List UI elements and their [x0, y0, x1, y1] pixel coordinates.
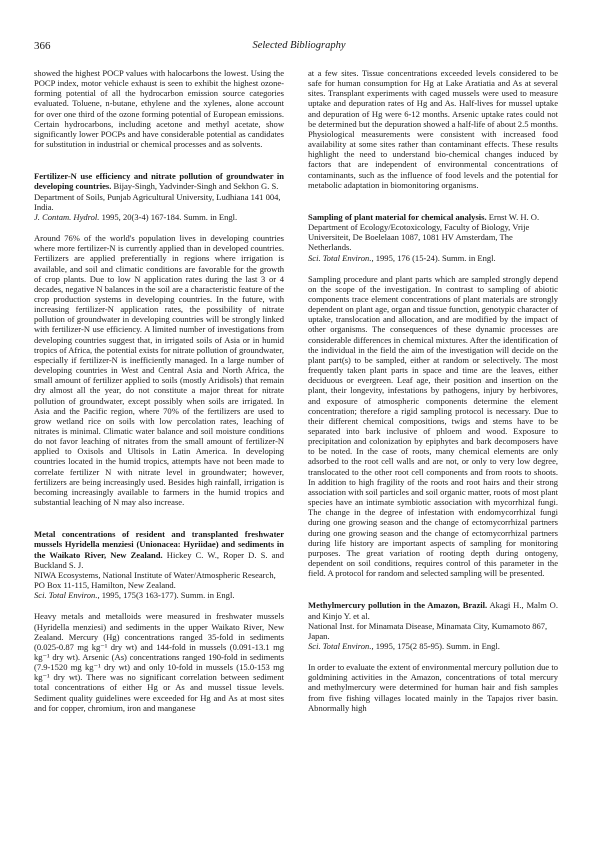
entry-authors: Akagi H., Malm O. and Kinjo Y. et al.	[308, 600, 558, 621]
entry-title: Fertilizer-N use efficiency and nitrate pollution of groundwater in developing countries.	[34, 171, 284, 192]
journal-name: Sci. Total Environ.	[34, 590, 98, 601]
entry-authors: Hickey C. W., Roper D. S. and Buckland S. J.	[34, 549, 284, 570]
entry-affiliation: NIWA Ecosystems, National Institute of Water/Atmospheric Research, PO Box 11-115, Hamilton, New Zealand.	[34, 569, 276, 591]
entry-abstract: Sampling procedure and plant parts which are sampled strongly depend on the scope of the investigation. In contrast to sampling of abiotic components trace element concentrations of plant materials are strongly dependent on plant age, organ and tissue function, genotypic character of uptake, translocation and allocation, and are modified by the impact of other organisms. The consequences of these dynamic processes are considerable differences in chemical mixtures. After the identification of the individual in the field the aim of the investigation will decide on the plant part(s) to be sampled, either at random or selectively. The most frequently taken plant parts in space and time are the leaves, either deciduous or evergreen. Leaf age, their position and insertion on the plant, their longevity, infestations by pathogens, injury by herbivores, and exposure of atmospheric components determine the element concentration; therefore a rigid sampling protocol is necessary. Due to their different chemical compositions, twigs and stems have to be separated into bark inclusive of phloem and wood. Exposure to precipitation and colonization by epiphytes and bark decomposers have to be noted. In the case of roots, many chemical elements are only adsorbed to the root cell walls and are not, or only to very low degree, translocated to the other root cell components and from roots to shoots. In addition to high fragility of the roots and root hairs and their strong association with soil particles and soil organic matter, roots of most plant species have an intimate symbiotic association with mycorrhizal fungi. The change in the degree of infestation with endomycorrhizal fungi during one growing season and the change of ectomycorrhizal partners during one growing season and the change of ectomycorrhizal partners during life history are important aspects of sampling for monitoring purposes. The great variation of rooting depth during ontogeny, dependent on soil conditions, requires control of this parameter in the field. A protocol for random and selected sampling will be presented.	[308, 273, 558, 579]
entry-abstract: Heavy metals and metalloids were measured in freshwater mussels (Hyridella menziesi) and sediments in the upper Waikato River, New Zealand. Mercury (Hg) concentrations ranged 35-fold in sediments (0.025-0.87 mg kg⁻¹ dry wt) and 144-fold in mussels (0.091-13.1 mg kg⁻¹ dry wt). Arsenic (As) concentrations ranged 190-fold in sediments (7.9-1520 mg kg⁻¹ dry wt) and only 10-fold in mussels (15.0-153 mg kg⁻¹ dry wt). There was no significant correlation between sediment total concentrations of either Hg or As and mussel tissue levels. Sediment quality guidelines were exceeded for Hg and As at most sites and for copper, chromium, iron and manganese	[34, 611, 284, 713]
bibliography-entry	[308, 600, 558, 713]
entry-title: Metal concentrations of resident and transplanted freshwater mussels Hyridella menziesi (Unionacea: Hyriidae) and sediments in the Waikato River, New Zealand.	[34, 529, 284, 560]
bibliography-entry	[34, 171, 284, 507]
entry-abstract: Around 76% of the world's population lives in developing countries where more fertilizer-N is currently applied than in developed countries. Fertilizers are applied preferentially in regions where irrigation is available, and soil and climatic conditions are favorable for the growth of crop plants. Due to low N application rates during the last 3 or 4 decades, negative N balances in the soil are a characteristic feature of the crop production systems in developing countries. In the future, with increasing fertilizer-N application rates, the possibility of nitrate pollution of groundwater in developing countries will be strongly linked with fertilizer-N use efficiency. A limited number of investigations from developing countries suggest that, in irrigated soils of Asia or in humid tropics of Africa, the potential exists for nitrate pollution of groundwater, especially if fertilizer-N is inefficiently managed. In a large number of developing countries in West and Central Asia and North Africa, the small amount of fertilizer applied to soils (mostly Aridisols) that remain dry almost all the year, do not constitute a major threat for nitrate pollution of groundwater, except possibly when soils are irrigated. In Asia and the Pacific region, where 70% of the fertilizers are used to grow wetland rice on soils with low percolation rates, leaching of nitrates is minimal. Climatic water balance and soil moisture conditions do not favor leaching of nitrates from the small amount of fertilizer-N applied to Oxisols and Ultisols in Latin America. In developing countries located in the humid tropics, attempts have not been made to correlate fertilizer N with nitrate level in groundwater; however, fertilizers are being increasingly used. Besides high rainfall, irrigation is becoming increasingly available to farmers in the humid tropics and substantial leaching of N may also increase.	[34, 233, 284, 508]
entry-affiliation: National Inst. for Minamata Disease, Minamata City, Kumamoto 867, Japan.	[308, 620, 548, 641]
entry-abstract: In order to evaluate the extent of environmental mercury pollution due to goldmining activities in the Amazon, concentrations of total mercury and methylmercury were determined for human hair and fish samples from five fishing villages located mainly in the Tapajos river basin. Abnormally high	[308, 662, 558, 713]
entry-heading	[34, 529, 284, 570]
page-header	[34, 40, 564, 54]
entry-affiliation: Department of Soils, Punjab Agricultural University, Ludhiana 141 004, India.	[34, 191, 281, 212]
entry-heading	[308, 600, 558, 620]
continuation-text: showed the highest POCP values with halocarbons the lowest. Using the POCP index, motor vehicle exhaust is seen to exhibit the highest ozone-forming potential of all the hydrocarbon emission source categories evaluated. Toluene, n-butane, ethylene and the xylenes, alone account for over one third of the ozone forming potential of European emissions. Certain hydrocarbons, including acetone and methyl acetate, show significantly lower POCPs and have considerable potential as candidates for substitution in industrial or chemical processes and as solvents.	[34, 68, 284, 150]
journal-name: Sci. Total Environ.	[308, 640, 372, 651]
entry-citation	[308, 253, 558, 263]
entry-title: Sampling of plant material for chemical analysis.	[308, 211, 487, 222]
journal-name: Sci. Total Environ.	[308, 252, 372, 263]
entry-citation	[34, 212, 284, 222]
citation-details: , 1995, 175(2 85-95). Summ. in Engl.	[371, 640, 500, 651]
entry-affiliation: Department of Ecology/Ecotoxicology, Faculty of Biology, Vrije Universiteit, De Boelelaan 1087, 1081 HV Amsterdam, The Netherlands.	[308, 222, 530, 253]
bibliography-entry	[308, 212, 558, 578]
entry-title: Methylmercury pollution in the Amazon, Brazil.	[308, 600, 488, 611]
entry-citation	[34, 590, 284, 600]
bibliography-entry	[34, 529, 284, 713]
running-head: Selected Bibliography	[252, 40, 346, 51]
journal-name: J. Contam. Hydrol.	[34, 211, 100, 222]
continuation-text: at a few sites. Tissue concentrations exceeded levels considered to be safe for human consumption for Hg at Lake Aratiatia and As at several sites. Transplant experiments with caged mussels were used to measure uptake and depuration rates of Hg and As. Half-lives for mussel uptake and depuration of Hg were 6-12 months. Arsenic uptake rates could not be determined but the depuration showed a half-life of about 2.5 months. Physiological measurements were consistent with increased food availability at some sites rather than contaminant effects. These results highlight the need to understand bio-chemical changes induced by factors that are independent of environmental concentrations of contaminants, such as the influence of food levels and the potential for metabolic adaptation in biomonitoring organisms.	[308, 68, 558, 190]
entry-heading	[34, 171, 284, 191]
citation-details: , 1995, 175(3 163-177). Summ. in Engl.	[97, 590, 235, 601]
page-number: 366	[34, 40, 51, 52]
entry-authors: Ernst W. H. O.	[486, 211, 540, 222]
entry-authors: Bijay-Singh, Yadvinder-Singh and Sekhon G. S.	[111, 181, 279, 192]
citation-details: 1995, 20(3-4) 167-184. Summ. in Engl.	[99, 211, 238, 222]
entry-citation	[308, 641, 558, 651]
citation-details: , 1995, 176 (15-24). Summ. in Engl.	[371, 252, 496, 263]
entry-heading	[308, 212, 558, 222]
left-column	[34, 68, 284, 713]
right-column	[308, 68, 558, 713]
